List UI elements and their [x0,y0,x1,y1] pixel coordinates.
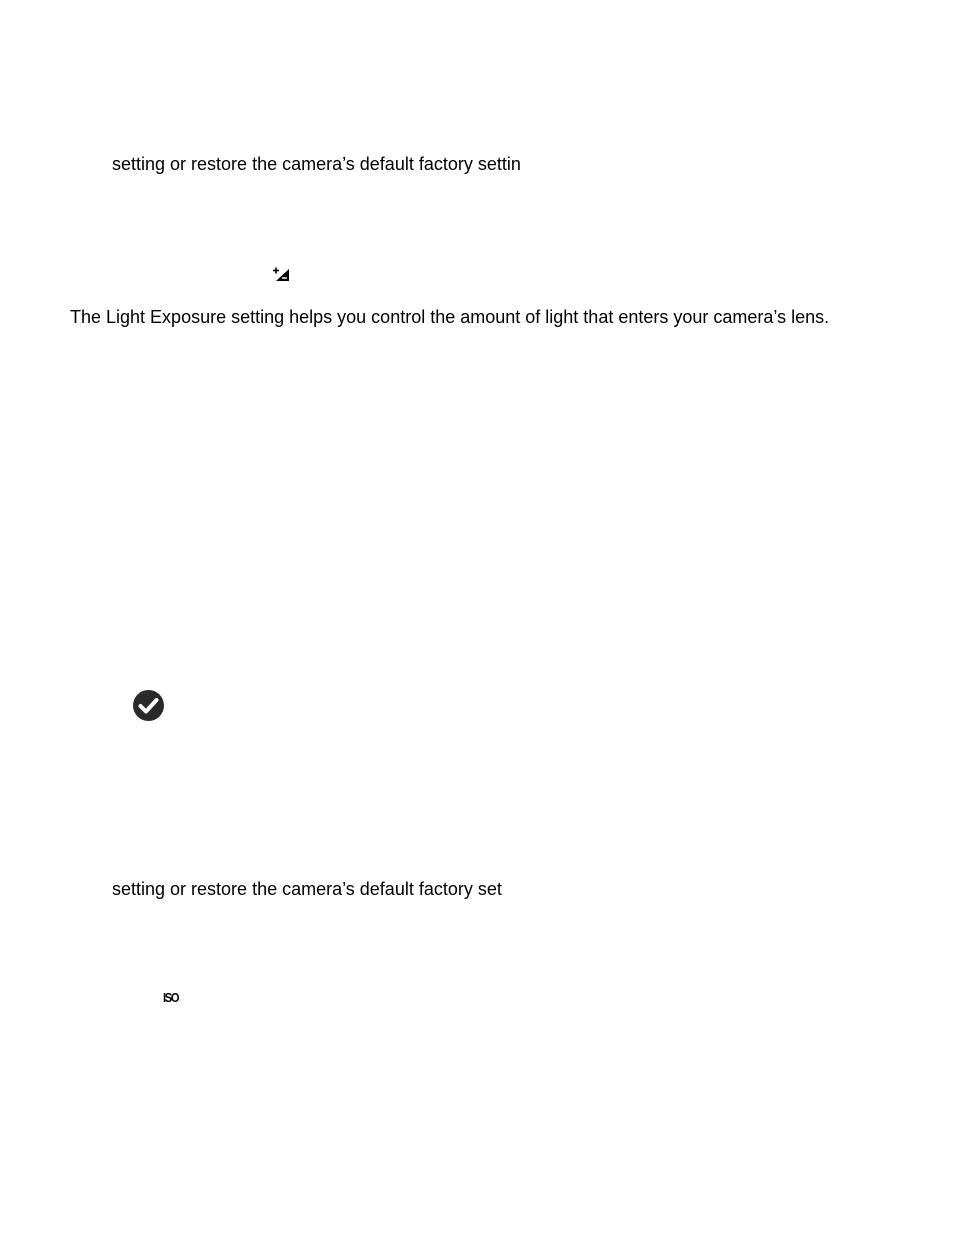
text-line-settings-restore: setting or restore the camera’s default factory settin [112,154,521,174]
exposure-compensation-icon [272,266,290,282]
text-line-settings-restore-2: setting or restore the camera’s default factory set [112,879,502,899]
text-line-light-exposure: The Light Exposure setting helps you control the amount of light that enters your camera’s lens. [70,307,830,327]
check-circle-icon [132,689,165,722]
iso-icon: ISO [163,990,179,1005]
